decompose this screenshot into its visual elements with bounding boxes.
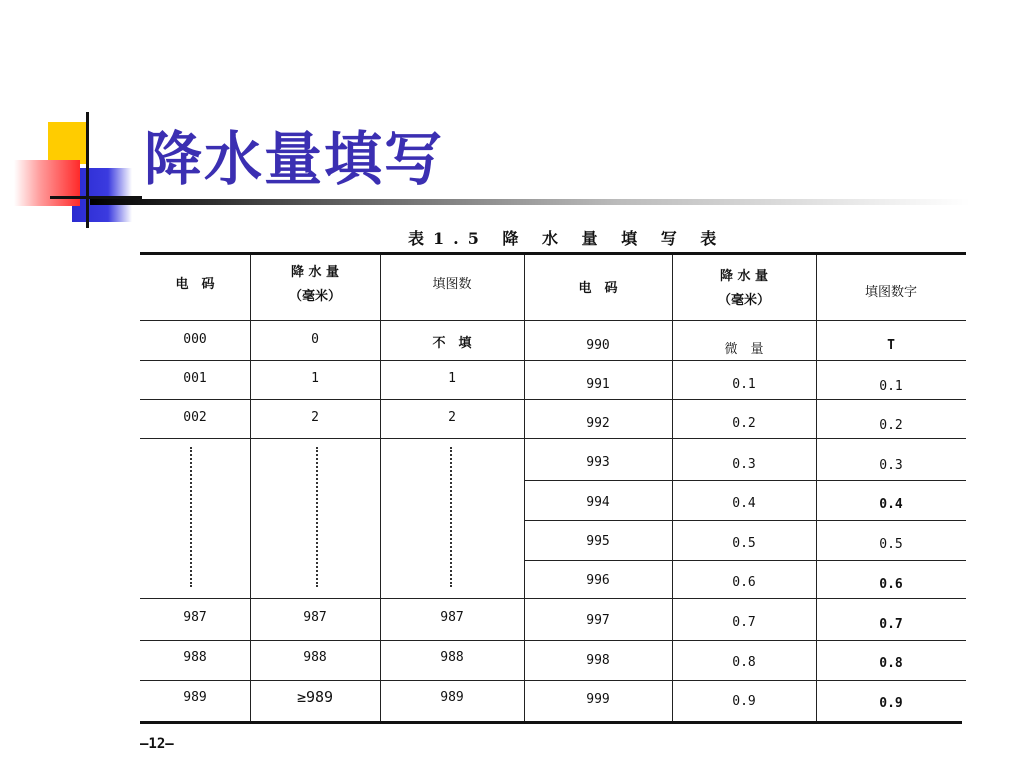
header-amount-right-line1: 降 水 量 [719, 269, 769, 284]
table-caption: 表1.5 降 水 量 填 写 表 [408, 229, 726, 248]
cell-code: 989 [183, 690, 207, 705]
cell-fill: 0.7 [879, 617, 903, 632]
column-divider [672, 255, 673, 721]
header-code-left: 电 码 [175, 277, 215, 292]
row-divider [524, 560, 966, 561]
cell-amount: 0.3 [732, 457, 756, 472]
cell-code: 990 [586, 338, 610, 353]
cell-fill: 1 [448, 371, 456, 386]
cell-code: 991 [586, 377, 610, 392]
header-code-right: 电 码 [578, 281, 618, 296]
cell-amount: 988 [303, 650, 327, 665]
cell-amount: 1 [311, 371, 319, 386]
cell-fill: 2 [448, 410, 456, 425]
cell-amount: 2 [311, 410, 319, 425]
header-fill-right: 填图数字 [864, 285, 917, 300]
precipitation-table [140, 252, 966, 724]
row-divider [140, 598, 966, 599]
cell-fill: 0.4 [879, 497, 903, 512]
cell-fill: 0.5 [879, 537, 903, 552]
header-divider [140, 320, 966, 321]
cell-fill: 989 [440, 690, 464, 705]
header-amount-left-line2: （毫米） [288, 289, 341, 304]
cell-code: 000 [183, 332, 207, 347]
table-top-border [140, 252, 966, 255]
cell-amount: ≥989 [296, 688, 334, 706]
page-number: —12— [140, 736, 174, 752]
cell-fill: 988 [440, 650, 464, 665]
slide-title: 降水量填写 [144, 125, 445, 193]
cell-amount: 0.2 [732, 416, 756, 431]
cell-fill: 0.9 [879, 696, 903, 711]
cell-code: 993 [586, 455, 610, 470]
cell-code: 995 [586, 534, 610, 549]
cell-code: 997 [586, 613, 610, 628]
header-amount-left-line1: 降 水 量 [290, 265, 340, 280]
row-divider [140, 438, 966, 439]
table-bottom-border [140, 721, 962, 724]
cell-fill: 0.8 [879, 656, 903, 671]
vertical-line-shape [86, 112, 89, 228]
column-divider [816, 255, 817, 721]
cell-fill: 0.6 [879, 577, 903, 592]
title-underline [90, 199, 970, 205]
column-divider [524, 255, 525, 721]
cell-amount: 0.1 [732, 377, 756, 392]
cell-code: 001 [183, 371, 207, 386]
cell-fill: 不 填 [432, 336, 472, 351]
cell-fill: 0.1 [879, 379, 903, 394]
cell-code: 996 [586, 573, 610, 588]
header-fill-left: 填图数 [432, 277, 472, 292]
cell-amount: 0.9 [732, 694, 756, 709]
cell-code: 998 [586, 653, 610, 668]
cell-fill: 0.3 [879, 458, 903, 473]
cell-fill: T [887, 338, 895, 353]
row-divider [524, 480, 966, 481]
yellow-square-shape [48, 122, 88, 164]
continuation-dots [450, 447, 452, 587]
cell-code: 999 [586, 692, 610, 707]
cell-amount: 0.4 [732, 496, 756, 511]
cell-amount: 0.5 [732, 536, 756, 551]
cell-code: 002 [183, 410, 207, 425]
continuation-dots [316, 447, 318, 587]
cell-fill: 987 [440, 610, 464, 625]
header-amount-right-line2: （毫米） [717, 293, 770, 308]
row-divider [140, 360, 966, 361]
blue-square-shape [72, 168, 132, 222]
cell-code: 992 [586, 416, 610, 431]
cell-code: 987 [183, 610, 207, 625]
cell-amount: 987 [303, 610, 327, 625]
row-divider [140, 399, 966, 400]
cell-amount: 微 量 [724, 342, 764, 357]
cell-amount: 0 [311, 332, 319, 347]
cell-amount: 0.7 [732, 615, 756, 630]
red-square-shape [14, 160, 80, 206]
cell-code: 994 [586, 495, 610, 510]
cell-code: 988 [183, 650, 207, 665]
cell-fill: 0.2 [879, 418, 903, 433]
continuation-dots [190, 447, 192, 587]
cell-amount: 0.8 [732, 655, 756, 670]
row-divider [524, 520, 966, 521]
cell-amount: 0.6 [732, 575, 756, 590]
row-divider [140, 640, 966, 641]
row-divider [140, 680, 966, 681]
